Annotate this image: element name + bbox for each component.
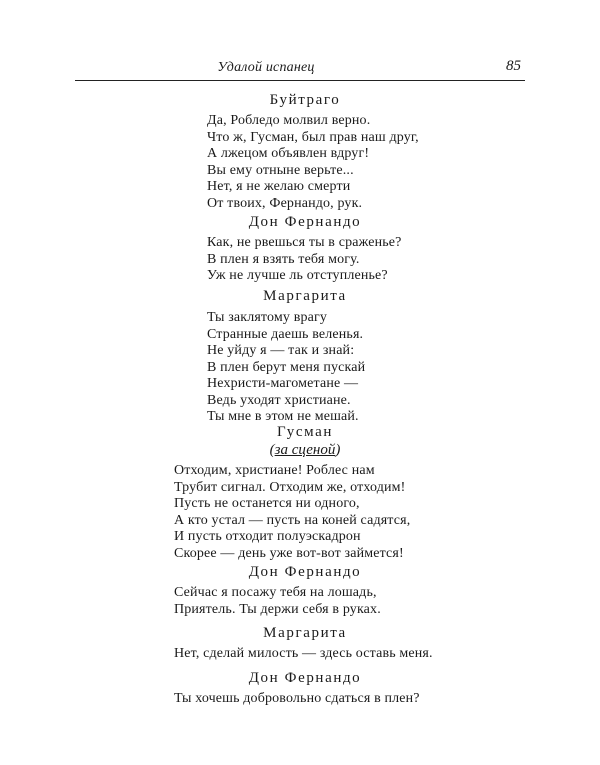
verse-line: Пусть не останется ни одного, (174, 496, 360, 511)
verse-line: Ты заклятому врагу (207, 310, 328, 325)
verse-line: А кто устал — пусть на коней садятся, (174, 512, 411, 528)
verse-line: Уж не лучше ль отступленье? (207, 268, 388, 283)
stage-paren-open: ( (269, 442, 275, 458)
verse-block (174, 463, 410, 562)
verse-line: Да, Робледо молвил верно. (207, 113, 371, 128)
page-number: 85 (506, 58, 521, 74)
verse-line: Нет, я не желаю смерти (207, 179, 351, 194)
verse-line: Вы ему отныне верьте... (207, 162, 354, 178)
verse-line: В плен я взять тебя могу. (207, 251, 360, 267)
verse-line: И пусть отходит полуэскадрон (174, 529, 361, 544)
verse-block (207, 310, 365, 426)
verse-line: Ведь уходят христиане. (207, 392, 351, 408)
verse-line: Нехристи-магометане — (207, 376, 359, 391)
verse-line: Что ж, Гусман, был прав наш друг, (207, 129, 419, 145)
speaker-name: Дон Фернандо (248, 214, 362, 230)
verse-block (207, 235, 402, 285)
verse-line: Сейчас я посажу тебя на лошадь, (174, 585, 377, 600)
speaker-name: Маргарита (263, 288, 347, 304)
verse-line: Трубит сигнал. Отходим же, отходим! (174, 479, 406, 495)
speaker-name: Гусман (277, 424, 333, 440)
verse-block (174, 646, 433, 663)
verse-line: Ты хочешь добровольно сдаться в плен? (174, 691, 420, 706)
verse-line: От твоих, Фернандо, рук. (207, 195, 363, 211)
running-head (75, 60, 525, 81)
verse-line: Как, не рвешься ты в сраженье? (207, 235, 402, 250)
verse-line: Не уйду я — так и знай: (207, 343, 355, 358)
verse-block (174, 691, 420, 708)
verse-line: Странные даешь веленья. (207, 326, 364, 342)
verse-line: Отходим, христиане! Роблес нам (174, 463, 375, 478)
speaker-name: Буйтраго (269, 92, 341, 108)
verse-line: Скорее — день уже вот-вот займется! (174, 545, 404, 561)
stage-direction-text: за сценой (274, 442, 336, 458)
running-title: Удалой испанец (217, 60, 315, 75)
verse-line: В плен берут меня пускай (207, 359, 366, 375)
stage-paren-close: ) (335, 442, 341, 458)
verse-line: Ты мне в этом не мешай. (207, 409, 359, 424)
stage-direction (190, 442, 420, 459)
verse-line: А лжецом объявлен вдруг! (207, 146, 370, 161)
verse-line: Нет, сделай милость — здесь оставь меня. (174, 646, 433, 661)
speaker-name: Дон Фернандо (248, 670, 362, 686)
speaker-name: Дон Фернандо (248, 564, 362, 580)
verse-line: Приятель. Ты держи себя в руках. (174, 601, 381, 617)
verse-block (207, 113, 419, 212)
verse-block (174, 585, 381, 618)
speaker-name: Маргарита (263, 625, 347, 641)
